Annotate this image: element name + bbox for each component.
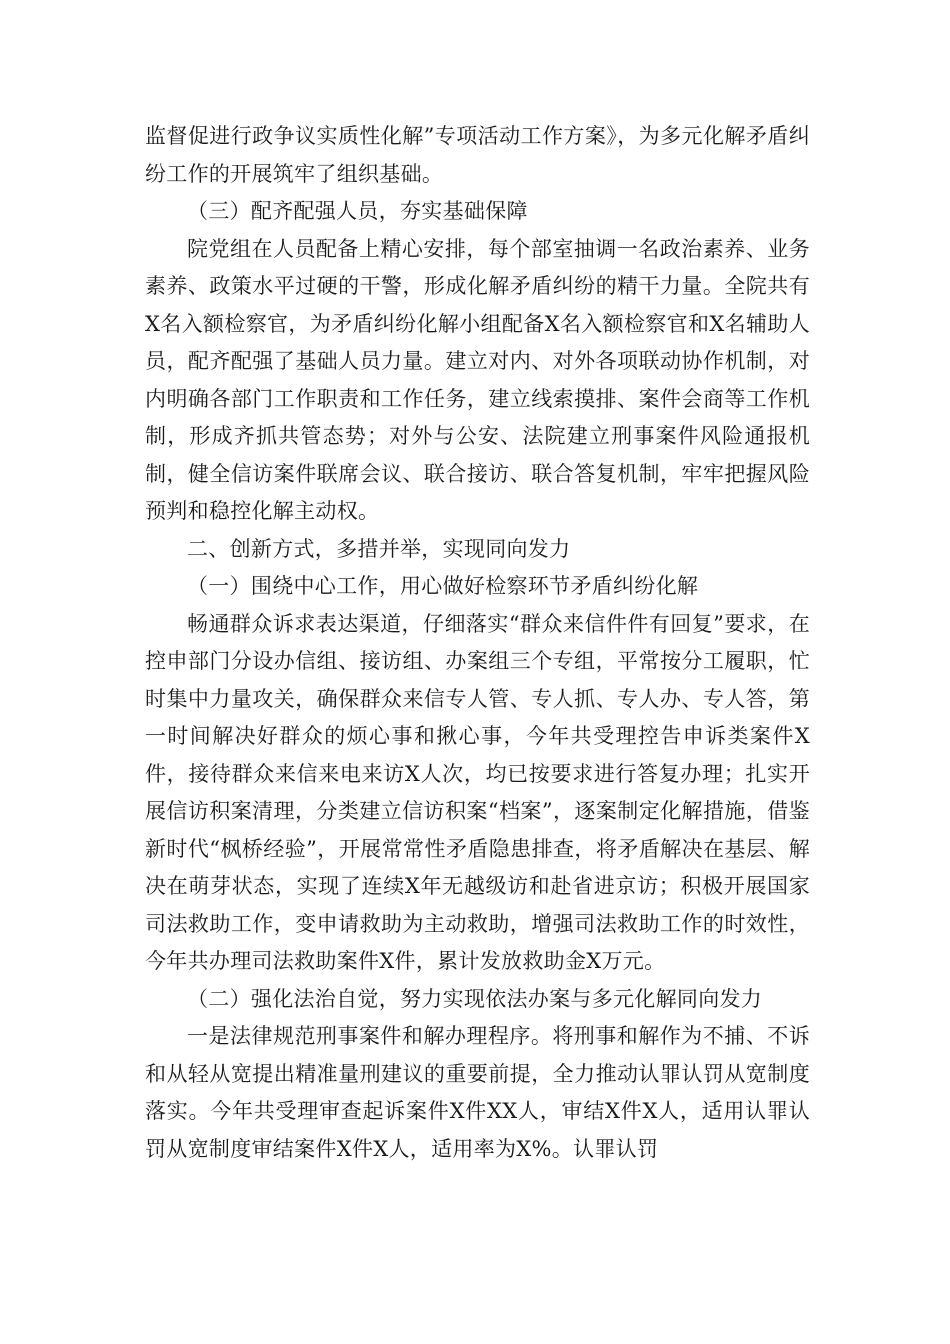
paragraph-body: 一是法律规范刑事案件和解办理程序。将刑事和解作为不捕、不诉和从轻从宽提出精准量刑建议的重要前提，全力推动认罪认罚从宽制度落实。今年共受理审查起诉案件X件XX人，审结X件X人，适用认罪认罚从宽制度审结案件X件X人，适用率为X%。认罪认罚 — [145, 1024, 810, 1161]
paragraph-body: 畅通群众诉求表达渠道，仔细落实“群众来信件件有回复”要求，在控申部门分设办信组、接访组、办案组三个专组，平常按分工履职，忙时集中力量攻关，确保群众来信专人管、专人抓、专人办、专人答，第一时间解决好群众的烦心事和揪心事，今年共受理控告申诉类案件X件，接待群众来信来电来访X人次，均已按要求进行答复办理；扎实开展信访积案清理，分类建立信访积案“档案”，逐案制定化解措施，借鉴新时代“枫桥经验”，开展常常性矛盾隐患排查，将矛盾解决在基层、解决在萌芽状态，实现了连续X年无越级访和赴省进京访；积极开展国家司法救助工作，变申请救助为主动救助，增强司法救助工作的时效性，今年共办理司法救助案件X件，累计发放救助金X万元。 — [145, 611, 810, 973]
document-page — [145, 118, 810, 1168]
paragraph-continuation: 监督促进行政争议实质性化解”专项活动工作方案》，为多元化解矛盾纠纷工作的开展筑牢了组织基础。 — [145, 124, 810, 186]
section-heading-2: （二）强化法治自觉，努力实现依法办案与多元化解同向发力 — [187, 986, 763, 1011]
chapter-heading-2: 二、创新方式，多措并举，实现同向发力 — [187, 536, 571, 561]
section-heading-1: （一）围绕中心工作，用心做好检察环节矛盾纠纷化解 — [187, 574, 699, 598]
section-heading-3: （三）配齐配强人员，夯实基础保障 — [187, 199, 528, 223]
paragraph-body: 院党组在人员配备上精心安排，每个部室抽调一名政治素养、业务素养、政策水平过硬的干警，形成化解矛盾纠纷的精干力量。全院共有X名入额检察官，为矛盾纠纷化解小组配备X名入额检察官和X名辅助人员，配齐配强了基础人员力量。建立对内、对外各项联动协作机制，对内明确各部门工作职责和工作任务，建立线索摸排、案件会商等工作机制，形成齐抓共管态势；对外与公安、法院建立刑事案件风险通报机制，健全信访案件联席会议、联合接访、联合答复机制，牢牢把握风险预判和稳控化解主动权。 — [145, 236, 810, 523]
